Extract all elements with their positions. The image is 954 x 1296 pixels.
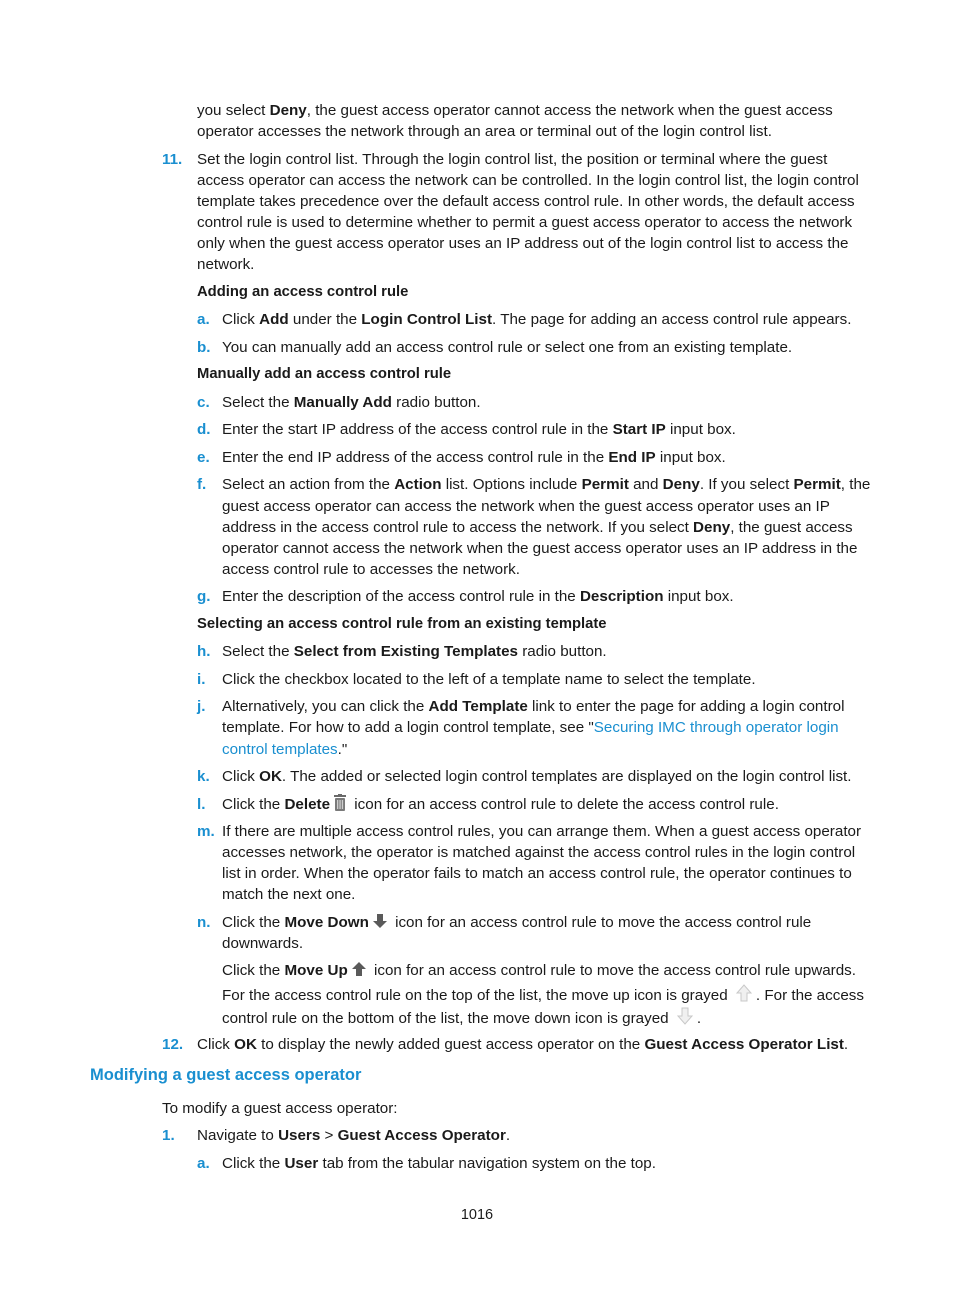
substep-letter: a. bbox=[197, 311, 210, 328]
substep-letter: a. bbox=[197, 1155, 210, 1172]
substep-text: list in order. When the operator fails to match an access control rule, the operator continues to bbox=[222, 865, 852, 882]
substep-letter: h. bbox=[197, 643, 211, 660]
substep-text: Click the checkbox located to the left of a template name to select the template. bbox=[222, 671, 756, 688]
substep-text: guest access operator can access the network when the guest access operator uses an IP bbox=[222, 498, 830, 515]
substep-text: You can manually add an access control rule or select one from an existing template. bbox=[222, 339, 793, 356]
substep-text: match the next one. bbox=[222, 886, 356, 903]
substep-letter: e. bbox=[197, 449, 210, 466]
substep-text: Select the Select from Existing Templates radio button. bbox=[222, 643, 607, 660]
substep-text: Enter the description of the access control rule in the Description input box. bbox=[222, 588, 734, 605]
substep-text: template. For how to add a login control template, see "Securing IMC through operator login bbox=[222, 719, 839, 736]
step-text: template takes precedence over the default access control rule. In other words, the default access bbox=[197, 193, 855, 210]
substep-letter: m. bbox=[197, 823, 215, 840]
subheading: Manually add an access control rule bbox=[197, 366, 452, 382]
step-text: access operator can access the network can be controlled. In the login control list, the login control bbox=[197, 172, 859, 189]
substep-letter: b. bbox=[197, 339, 211, 356]
substep-text: Enter the end IP address of the access control rule in the End IP input box. bbox=[222, 449, 726, 466]
substep-letter: f. bbox=[197, 476, 207, 493]
substep-text: Enter the start IP address of the access control rule in the Start IP input box. bbox=[222, 421, 736, 438]
grayed-arrow-up-icon bbox=[735, 984, 753, 1008]
substep-letter: l. bbox=[197, 796, 206, 813]
substep-text: control rule on the bottom of the list, the move down icon is grayed . bbox=[222, 1007, 701, 1031]
substep-text: Click the Delete icon for an access control rule to delete the access control rule. bbox=[222, 794, 779, 817]
para-continuation-line: you select Deny, the guest access operator cannot access the network when the guest access bbox=[197, 102, 833, 119]
cross-reference-link[interactable]: Securing IMC through operator login bbox=[593, 719, 839, 736]
subheading: Adding an access control rule bbox=[197, 284, 409, 300]
step-number: 12. bbox=[162, 1036, 184, 1053]
substep-text: Click Add under the Login Control List. The page for adding an access control rule appears. bbox=[222, 311, 852, 328]
page-number: 1016 bbox=[460, 1207, 494, 1223]
substep-text: control templates." bbox=[222, 741, 348, 758]
substep-text: Alternatively, you can click the Add Template link to enter the page for adding a login control bbox=[222, 698, 845, 715]
substep-text: Click the User tab from the tabular navigation system on the top. bbox=[222, 1155, 656, 1172]
trash-icon bbox=[333, 794, 347, 817]
substep-letter: n. bbox=[197, 914, 211, 931]
subheading: Selecting an access control rule from an existing template bbox=[197, 616, 607, 632]
substep-text: If there are multiple access control rules, you can arrange them. When a guest access operator bbox=[222, 823, 862, 840]
substep-letter: k. bbox=[197, 768, 210, 785]
substep-letter: c. bbox=[197, 394, 210, 411]
substep-letter: g. bbox=[197, 588, 211, 605]
substep-text: access control rule to accesses the network. bbox=[222, 561, 520, 578]
substep-text: Click the Move Up icon for an access control rule to move the access control rule upwards. bbox=[222, 960, 856, 983]
step-text: Navigate to Users > Guest Access Operator. bbox=[197, 1127, 511, 1144]
step-text: only when the guest access operator uses an IP address out of the login control list to access the bbox=[197, 235, 849, 252]
substep-text: Click OK. The added or selected login control templates are displayed on the login control list. bbox=[222, 768, 852, 785]
substep-text: Click the Move Down icon for an access control rule to move the access control rule bbox=[222, 912, 811, 935]
substep-text: accesses network, the operator is matched against the access control rules in the login control bbox=[222, 844, 856, 861]
step-text: network. bbox=[197, 256, 255, 273]
step-text: control rule is used to determine whether to permit a guest access operator to access the network bbox=[197, 214, 853, 231]
step-text: Set the login control list. Through the login control list, the position or terminal where the guest bbox=[197, 151, 828, 168]
substep-text: Select the Manually Add radio button. bbox=[222, 394, 481, 411]
section-heading: Modifying a guest access operator bbox=[90, 1066, 362, 1084]
grayed-arrow-down-icon bbox=[676, 1007, 694, 1031]
cross-reference-link[interactable]: control templates bbox=[222, 741, 338, 758]
step-text: Click OK to display the newly added guest access operator on the Guest Access Operator List. bbox=[197, 1036, 849, 1053]
substep-text: operator cannot access the network when the guest access operator uses an IP address in the bbox=[222, 540, 858, 557]
step-number: 1. bbox=[162, 1127, 175, 1144]
step-number: 11. bbox=[162, 151, 183, 168]
substep-letter: j. bbox=[197, 698, 206, 715]
substep-text: For the access control rule on the top of the list, the move up icon is grayed . For the access bbox=[222, 984, 864, 1008]
substep-letter: d. bbox=[197, 421, 211, 438]
arrow-up-icon bbox=[351, 961, 367, 983]
substep-text: Select an action from the Action list. Options include Permit and Deny. If you select Permit, the bbox=[222, 476, 871, 493]
para-continuation-line: operator accesses the network through an area or terminal out of the login control list. bbox=[197, 123, 772, 140]
arrow-down-icon bbox=[372, 913, 388, 935]
substep-letter: i. bbox=[197, 671, 206, 688]
substep-text: address in the access control rule to access the network. If you select Deny, the guest access bbox=[222, 519, 853, 536]
intro-text: To modify a guest access operator: bbox=[162, 1100, 398, 1117]
substep-text: downwards. bbox=[222, 935, 304, 952]
